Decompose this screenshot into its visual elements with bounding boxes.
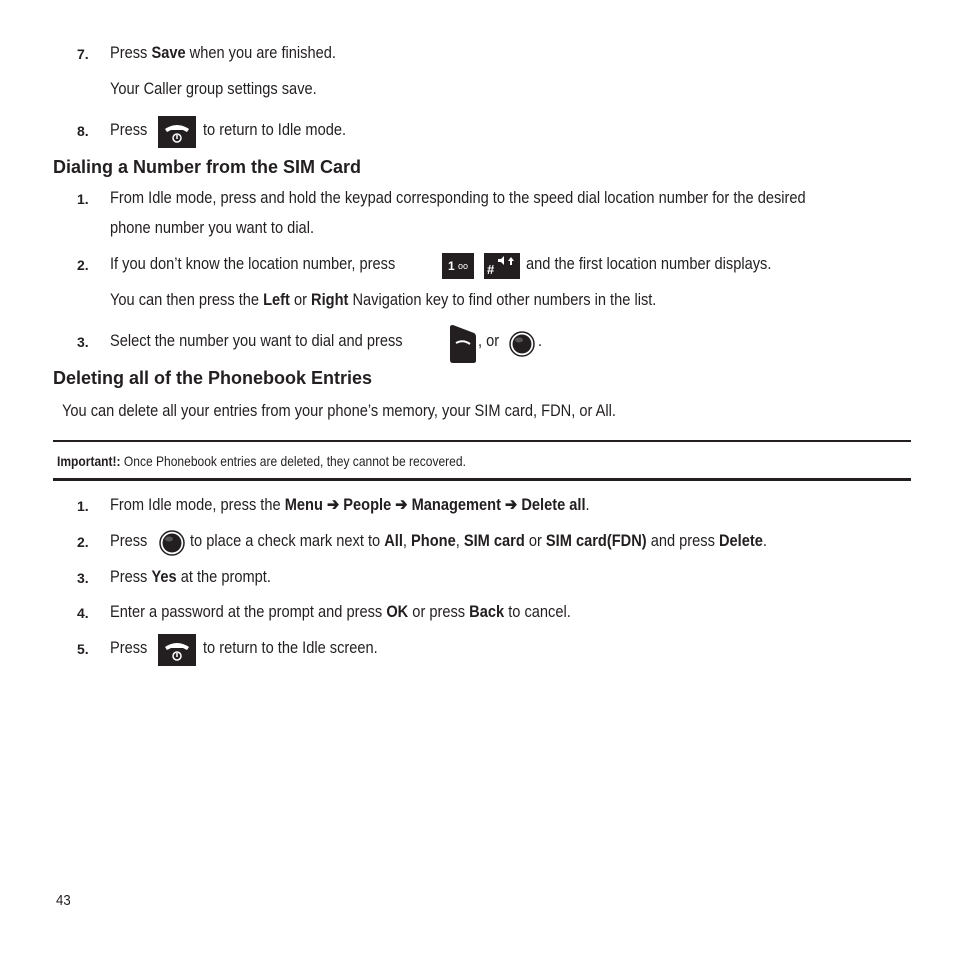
text: Navigation key to find other numbers in the list. [348,290,657,309]
text: You can then press the [110,290,264,309]
s2-step-5-post: to return to the Idle screen. [203,638,378,657]
step-7-text [110,43,336,63]
navigation-key-icon [509,331,535,362]
bold-term: SIM card [463,531,525,550]
s1-step-2-post: and the first location number displays. [526,254,772,273]
step-8-pre: Press [110,120,148,139]
bold-term: Delete all [521,495,586,514]
s2-step-3-text [110,567,271,587]
svg-text:1: 1 [448,259,455,273]
s1-step-2-sub [110,290,656,310]
step-number: 5. [77,641,89,657]
step-number: 1. [77,191,89,207]
text: . [585,495,590,514]
bold-term: Phone [411,531,456,550]
send-key-icon [450,325,476,368]
text: to place a check mark next to [190,531,385,550]
text: , [402,531,412,550]
bold-term: People [343,495,392,514]
note-bottom-rule [53,478,911,481]
s1-step-3-mid: , or [478,331,500,350]
bold-term: Yes [151,567,177,586]
s1-step-3-post: . [538,331,543,350]
bold-term: OK [386,602,409,621]
arrow: ➔ [322,495,344,514]
key-pound-icon [484,253,520,284]
key-1-voicemail-icon [442,253,474,284]
step-number: 3. [77,334,89,350]
bold-term: Delete [718,531,763,550]
section-intro: You can delete all your entries from your phone’s memory, your SIM card, FDN, or All. [62,401,616,420]
s1-step-2-pre: If you don’t know the location number, press [110,254,396,273]
bold-term: Save [151,43,186,62]
note-label: Important!: [57,453,121,469]
step-number: 3. [77,570,89,586]
bold-term: All [384,531,403,550]
page-number: 43 [56,892,71,909]
bold-term: Back [469,602,505,621]
note-top-rule [53,440,911,442]
step-7-sub: Your Caller group settings save. [110,79,317,98]
text: Press [110,43,152,62]
s2-step-2-text [190,531,767,551]
end-key-icon [158,634,196,671]
step-number: 1. [77,498,89,514]
text: and press [646,531,719,550]
text: to cancel. [504,602,571,621]
s2-step-2-pre: Press [110,531,148,550]
important-note [57,452,466,470]
s1-step-3-pre: Select the number you want to dial and press [110,331,403,350]
s1-step-1-line2: phone number you want to dial. [110,218,315,237]
svg-text:#: # [487,262,495,277]
step-number: 8. [77,123,89,139]
text: or [524,531,546,550]
step-number: 4. [77,605,89,621]
section-heading-dialing: Dialing a Number from the SIM Card [53,157,362,177]
s2-step-1-text [110,495,590,515]
s2-step-5-pre: Press [110,638,148,657]
step-number: 2. [77,534,89,550]
note-text: Once Phonebook entries are deleted, they cannot be recovered. [120,453,466,469]
text: or press [408,602,470,621]
text: Press [110,567,152,586]
step-number: 2. [77,257,89,273]
bold-term: Left [263,290,290,309]
text: , [455,531,464,550]
end-key-icon [158,116,196,153]
text: Enter a password at the prompt and press [110,602,387,621]
s1-step-1-line1: From Idle mode, press and hold the keypad corresponding to the speed dial location number for the desired [110,188,806,207]
svg-text:oo: oo [458,261,469,271]
text: at the prompt. [176,567,271,586]
step-number: 7. [77,46,89,62]
s2-step-4-text [110,602,571,622]
bold-term: Right [311,290,349,309]
arrow: ➔ [391,495,412,514]
arrow: ➔ [500,495,522,514]
text: when you are finished. [185,43,336,62]
text: From Idle mode, press the [110,495,285,514]
section-heading-deleting: Deleting all of the Phonebook Entries [53,368,373,388]
text: . [762,531,767,550]
step-8-post: to return to Idle mode. [203,120,347,139]
navigation-key-icon [159,530,185,561]
bold-term: SIM card(FDN) [545,531,647,550]
text: or [289,290,312,309]
bold-term: Menu [284,495,323,514]
bold-term: Management [411,495,501,514]
